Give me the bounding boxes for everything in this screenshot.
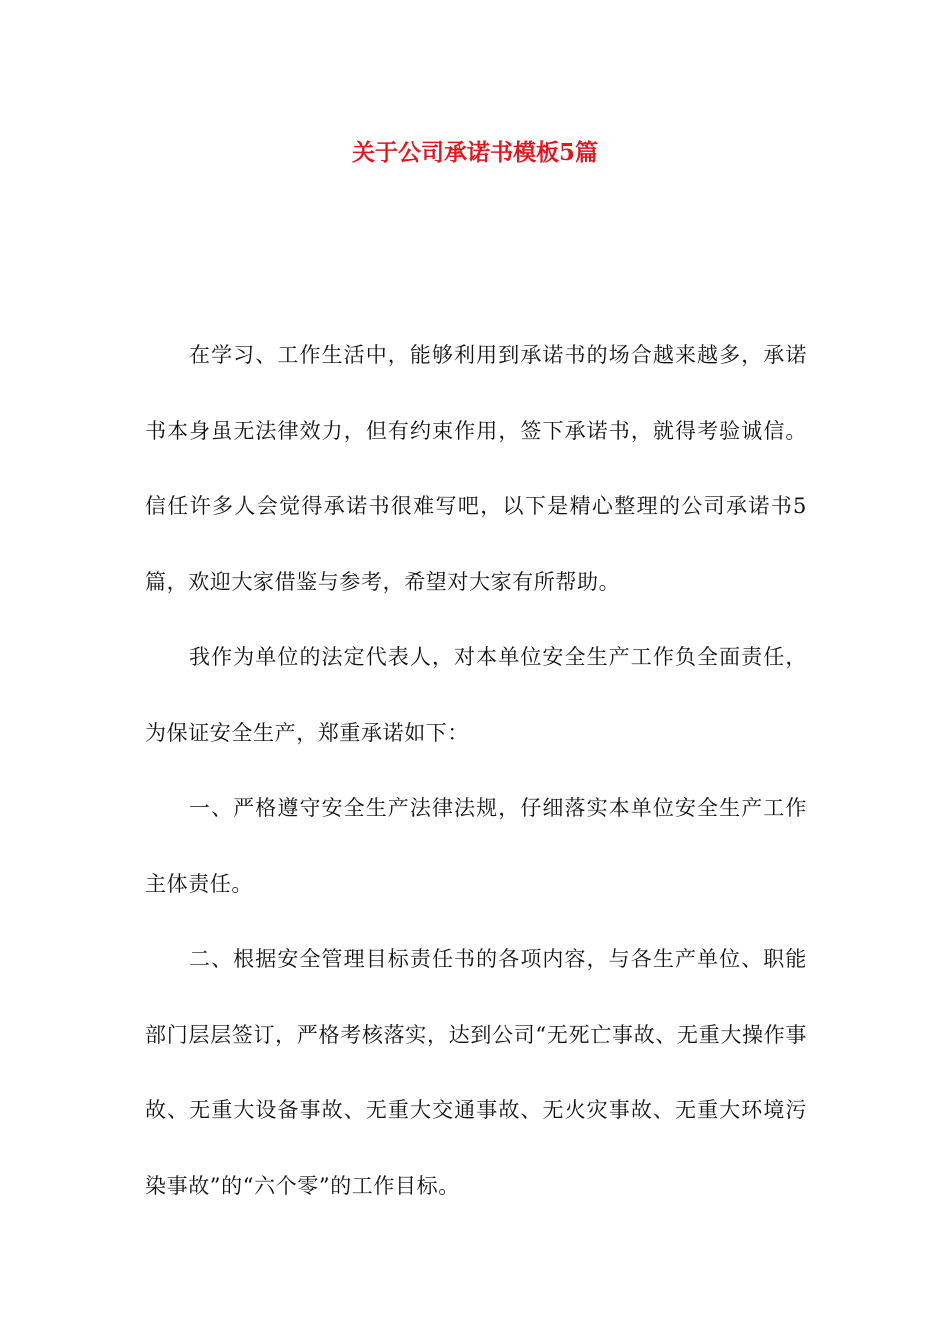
paragraph-item-2: 二、根据安全管理目标责任书的各项内容，与各生产单位、职能部门层层签订，严格考核落实，达到公司“无死亡事故、无重大操作事故、无重大设备事故、无重大交通事故、无火灾事故、无重大环境污染事故”的“六个零”的工作目标。 [145,947,807,1198]
paragraph-pledge: 我作为单位的法定代表人，对本单位安全生产工作负全面责任，为保证安全生产，郑重承诺如下： [145,645,807,745]
document-title: 关于公司承诺书模板5篇 [351,139,598,166]
paragraph-item-1: 一、严格遵守安全生产法律法规，仔细落实本单位安全生产工作主体责任。 [145,796,807,896]
paragraph-intro: 在学习、工作生活中，能够利用到承诺书的场合越来越多，承诺书本身虽无法律效力，但有约束作用，签下承诺书，就得考验诚信。信任许多人会觉得承诺书很难写吧，以下是精心整理的公司承诺书5篇，欢迎大家借鉴与参考，希望对大家有所帮助。 [145,343,807,594]
document-body [145,318,807,1224]
